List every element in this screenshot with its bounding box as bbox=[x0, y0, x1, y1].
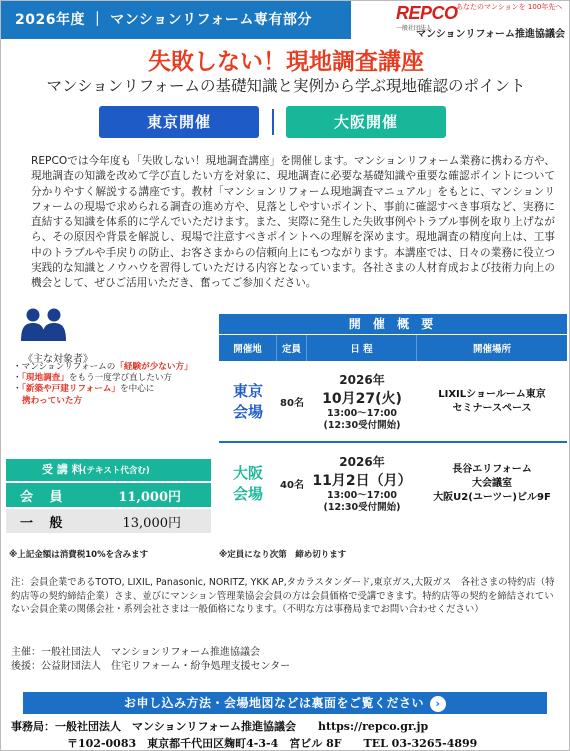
tax-note: ※上記金額は消費税10%を含みます bbox=[9, 550, 149, 560]
venue-cell bbox=[219, 444, 277, 523]
target-item bbox=[13, 396, 218, 407]
bullet: ・ bbox=[13, 362, 22, 372]
capacity-cell: 40名 bbox=[280, 480, 304, 491]
date-cell bbox=[307, 444, 417, 523]
repco-logo bbox=[396, 3, 568, 39]
schedule-columns bbox=[219, 335, 567, 361]
schedule-heading: 開 催 概 要 bbox=[219, 314, 567, 334]
column-header: 定員 bbox=[277, 335, 307, 361]
logo-tagline: あなたのマンションを 100年先へ bbox=[456, 3, 563, 11]
header-topbar: 2026年度 ｜ マンションリフォーム専有部分 bbox=[1, 1, 351, 39]
logo-mark: REPCO bbox=[396, 3, 458, 23]
badge-divider bbox=[272, 109, 274, 135]
support-label: 後援： bbox=[11, 661, 41, 672]
support-name: 公益財団法人 住宅リフォーム・紛争処理支援センター bbox=[41, 661, 291, 672]
target-text: を中心に bbox=[120, 384, 155, 395]
member-price-footnote: 注：会員企業であるTOTO, LIXIL, Panasonic, NORITZ, YKK AP,タカラスタンダード,東京ガス,大阪ガス 各社さまの特約店（特約店等の契約締結企業）さま、並びにマンション管理業協会会員の方は会員価格で受講できます。特約店等の契約を締結されていない会員企業の関係会社・系列会社さまは一般価格になります。（不明な方は事務局までお問い合わせください） bbox=[11, 577, 555, 616]
place-building: 大阪U2(ユーツー)ビル9F bbox=[433, 491, 551, 503]
cta-label: お申し込み方法・会場地図などは裏面をご覧ください bbox=[123, 696, 424, 710]
target-emphasis: 携わっていた方 bbox=[22, 395, 83, 406]
logo-org-name: マンションリフォーム推進協議会 bbox=[416, 29, 566, 40]
schedule-divider bbox=[219, 441, 567, 443]
intro-paragraph: REPCOでは今年度も「失敗しない！現地調査講座」を開催します。マンションリフォーム業務に携わる方や、現地調査の知識を改めて学び直したい方を対象に、現地調査に必要な基礎知識や重要な確認ポイントについて分かりやすく解説する講座です。教材「マンションリフォーム現地調査マニュアル」をもとに、マンションリフォームの現場で求められる調査の進め方や、見落としやすいポイント、事前に確認すべき事項など、実務に直結する知識を体系的に学んでいただけます。また、実際に発生した失敗事例やトラブル事例を取り上げながら、その原因や背景を解説し、現場で注意すべきポイントへの理解を深めます。現地調査の精度向上は、工事中のトラブルや手戻りの防止、お客さまからの信頼向上にもつながります。本講座では、日々の業務に役立つ実践的な知識とノウハウを習得していただける内容となっています。各社さまの人材育成および技術力向上の機会として、ぜひご活用いただき、奮ってご参加ください。 bbox=[31, 155, 555, 290]
target-list bbox=[13, 362, 218, 407]
venue-suffix: 会場 bbox=[232, 484, 263, 503]
page-title: 失敗しない！現地調査講座 bbox=[148, 49, 424, 75]
target-text: マンションリフォームの bbox=[21, 362, 116, 372]
bullet: ・ bbox=[13, 373, 22, 384]
target-emphasis: 「新築や戸建リフォーム」 bbox=[21, 384, 121, 395]
column-header: 開催地 bbox=[219, 335, 277, 361]
people-icon bbox=[19, 307, 69, 341]
target-emphasis: 「経験が少ない方」 bbox=[115, 362, 193, 372]
fee-member-label: 会 員 bbox=[20, 489, 69, 505]
fee-heading-label: 受 講 料 bbox=[42, 463, 83, 476]
event-date: 10月27(火) bbox=[322, 391, 402, 407]
schedule-table bbox=[219, 314, 567, 523]
office-url[interactable]: https://repco.gr.jp bbox=[317, 720, 429, 733]
target-emphasis: 「現地調査」 bbox=[21, 373, 69, 384]
host-label: 主催： bbox=[11, 647, 41, 658]
logo-small-text: 一般社団法人 bbox=[396, 25, 433, 32]
venue-suffix: 会場 bbox=[232, 402, 263, 421]
event-time: 13:00～17:00 bbox=[327, 490, 397, 501]
event-time: 13:00～17:00 bbox=[327, 408, 397, 419]
tokyo-event-badge: 東京開催 bbox=[99, 106, 259, 138]
place-room: 大会議室 bbox=[472, 477, 512, 489]
target-text: をもう一度学び直したい方 bbox=[68, 373, 173, 384]
fee-general-label: 一 般 bbox=[20, 515, 69, 531]
office-label: 事務局：一般社団法人 マンションリフォーム推進協議会 bbox=[11, 720, 296, 733]
capacity-cell: 80名 bbox=[280, 398, 304, 409]
osaka-event-badge: 大阪開催 bbox=[286, 106, 446, 138]
fee-member-value: 11,000円 bbox=[118, 489, 181, 505]
arrow-right-icon: › bbox=[430, 696, 446, 712]
event-year: 2026年 bbox=[339, 455, 385, 469]
office-line bbox=[11, 718, 428, 734]
column-header: 日 程 bbox=[307, 335, 417, 361]
capacity-note: ※定員になり次第 締め切ります bbox=[219, 550, 347, 560]
date-cell bbox=[307, 362, 417, 441]
place-name: 長谷エリフォーム bbox=[452, 463, 532, 475]
event-reception: (12:30受付開始) bbox=[323, 420, 401, 431]
event-reception: (12:30受付開始) bbox=[323, 502, 401, 513]
schedule-row-tokyo bbox=[219, 362, 567, 441]
schedule-row-osaka bbox=[219, 444, 567, 523]
application-info-banner bbox=[23, 692, 547, 714]
page-subtitle: マンションリフォームの基礎知識と実例から学ぶ現地確認のポイント bbox=[46, 77, 526, 95]
column-header: 開催場所 bbox=[472, 344, 511, 355]
venue-cell bbox=[219, 362, 277, 441]
bullet: ・ bbox=[13, 384, 22, 395]
place-name: LIXILショールーム東京 bbox=[438, 388, 546, 400]
office-address: 〒102-0083 東京都千代田区麹町4-3-4 宮ビル 8F TEL 03-3265-4899 bbox=[67, 737, 478, 750]
host-line bbox=[11, 646, 290, 660]
venue-name: 東京 bbox=[232, 381, 263, 400]
fee-row-member bbox=[6, 483, 211, 507]
place-cell bbox=[417, 362, 567, 441]
fee-heading bbox=[6, 459, 211, 481]
support-line bbox=[11, 660, 290, 674]
fee-table bbox=[6, 459, 211, 533]
place-room: セミナースペース bbox=[452, 402, 532, 414]
venue-name: 大阪 bbox=[232, 463, 263, 482]
event-year: 2026年 bbox=[339, 373, 385, 387]
target-item bbox=[13, 362, 218, 373]
target-item bbox=[13, 384, 218, 395]
target-item bbox=[13, 373, 218, 384]
host-name: 一般社団法人 マンションリフォーム推進協議会 bbox=[41, 647, 261, 658]
place-cell bbox=[417, 444, 567, 523]
fee-row-general bbox=[6, 509, 211, 533]
fee-heading-note: (テキスト代含む) bbox=[82, 466, 150, 476]
target-heading: 《主な対象者》 bbox=[23, 354, 93, 365]
fee-general-value: 13,000円 bbox=[122, 515, 181, 531]
event-date: 11月2日（月） bbox=[312, 473, 412, 489]
organizers bbox=[11, 646, 290, 674]
